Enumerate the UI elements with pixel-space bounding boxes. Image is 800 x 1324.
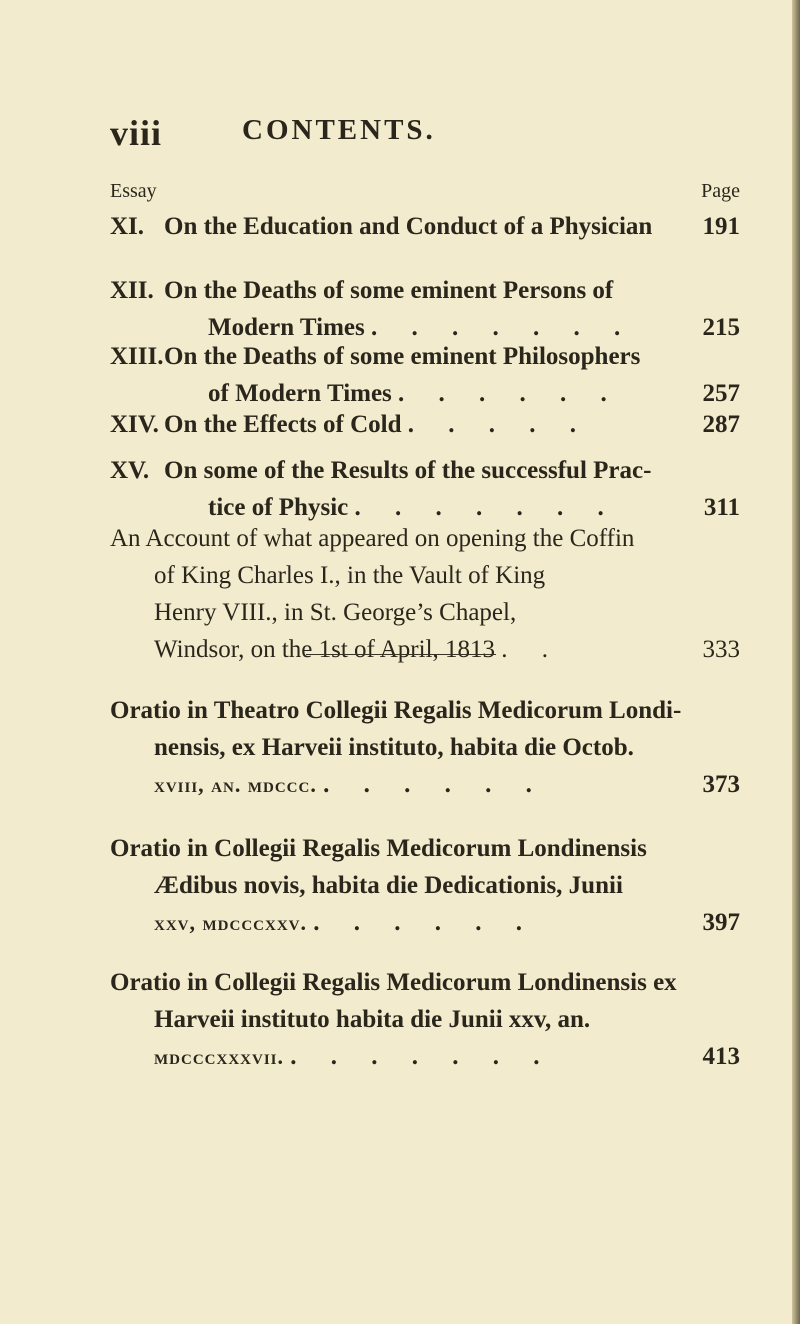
page-number: 397 bbox=[702, 909, 740, 936]
column-headings bbox=[110, 180, 740, 204]
leader-dots: . . . . . . . bbox=[370, 314, 635, 341]
entry-title-line: Oratio in Collegii Regalis Medicorum Londinensis ex bbox=[110, 969, 677, 996]
leader-dots: . . . . . bbox=[407, 411, 590, 438]
toc-entry-essay-12 bbox=[110, 272, 740, 346]
entry-title-line: An Account of what appeared on opening the Coffin bbox=[110, 525, 635, 552]
toc-entry-oratio-3 bbox=[110, 964, 740, 1075]
running-head bbox=[110, 112, 710, 152]
entry-title-line: Oratio in Theatro Collegii Regalis Medicorum Londi- bbox=[110, 697, 682, 724]
entry-title-line: Oratio in Collegii Regalis Medicorum Londinensis bbox=[110, 835, 647, 862]
folio: viii bbox=[110, 113, 163, 153]
toc-entry-essay-15 bbox=[110, 452, 740, 526]
entry-title-line: Henry VIII., in St. George’s Chapel, bbox=[154, 599, 517, 626]
toc-entry-oratio-1 bbox=[110, 692, 740, 803]
toc-entry-essay-13 bbox=[110, 338, 740, 412]
entry-title-line: of Modern Times . . . . . . bbox=[208, 380, 621, 407]
entry-title-line: mdcccxxxvii. . . . . . . . bbox=[154, 1043, 554, 1070]
entry-title-line: tice of Physic . . . . . . . bbox=[208, 494, 618, 521]
entry-title-line: Harveii instituto habita die Junii xxv, an. bbox=[154, 1006, 591, 1033]
leader-dots: . . bbox=[501, 636, 563, 663]
entry-title-line: of King Charles I., in the Vault of King bbox=[154, 562, 546, 589]
page-number: 191 bbox=[702, 213, 740, 240]
section-divider bbox=[306, 654, 496, 655]
essay-number: XII. bbox=[110, 277, 154, 304]
entry-title: On the Effects of Cold . . . . . bbox=[164, 411, 590, 438]
entry-title-line: Windsor, on the 1st of April, 1813 . . bbox=[154, 636, 563, 663]
page-number: 413 bbox=[702, 1043, 740, 1070]
leader-dots: . . . . . . bbox=[323, 771, 546, 798]
entry-title-line: xviii, an. mdccc. . . . . . . bbox=[154, 771, 546, 798]
essay-number: XV. bbox=[110, 457, 150, 484]
leader-dots: . . . . . . . bbox=[290, 1043, 554, 1070]
essay-number: XIV. bbox=[110, 411, 159, 438]
page-number: 287 bbox=[702, 411, 740, 438]
entry-title-line: xxv, mdcccxxv. . . . . . . bbox=[154, 909, 536, 936]
entry-title-line: nensis, ex Harveii instituto, habita die Octob. bbox=[154, 734, 634, 761]
essay-number: XIII. bbox=[110, 343, 164, 370]
toc-entry-oratio-2 bbox=[110, 830, 740, 941]
toc-entry-essay-14 bbox=[110, 406, 740, 443]
entry-title: On the Education and Conduct of a Physician bbox=[164, 213, 653, 240]
page-title: CONTENTS. bbox=[242, 114, 436, 146]
entry-title-line: On the Deaths of some eminent Persons of bbox=[164, 277, 614, 304]
leader-dots: . . . . . . . bbox=[354, 494, 618, 521]
entry-title-line: Ædibus novis, habita die Dedicationis, Junii bbox=[154, 872, 623, 899]
toc-entry-account bbox=[110, 520, 740, 668]
essay-column-heading: Essay bbox=[110, 180, 157, 202]
page-number: 373 bbox=[702, 771, 740, 798]
entry-title-line: Modern Times . . . . . . . bbox=[208, 314, 635, 341]
page-number: 311 bbox=[703, 494, 740, 521]
essay-number: XI. bbox=[110, 213, 145, 240]
entry-title-line: On the Deaths of some eminent Philosophers bbox=[164, 343, 641, 370]
leader-dots: . . . . . . bbox=[313, 909, 536, 936]
page-number: 257 bbox=[702, 380, 740, 407]
toc-entry-essay-11 bbox=[110, 208, 740, 245]
page-number: 333 bbox=[702, 636, 740, 663]
entry-title-line: On some of the Results of the successful Prac- bbox=[164, 457, 652, 484]
page-edge-shadow bbox=[792, 0, 800, 1324]
leader-dots: . . . . . . bbox=[398, 380, 621, 407]
page-number: 215 bbox=[702, 314, 740, 341]
page-column-heading: Page bbox=[701, 180, 740, 202]
